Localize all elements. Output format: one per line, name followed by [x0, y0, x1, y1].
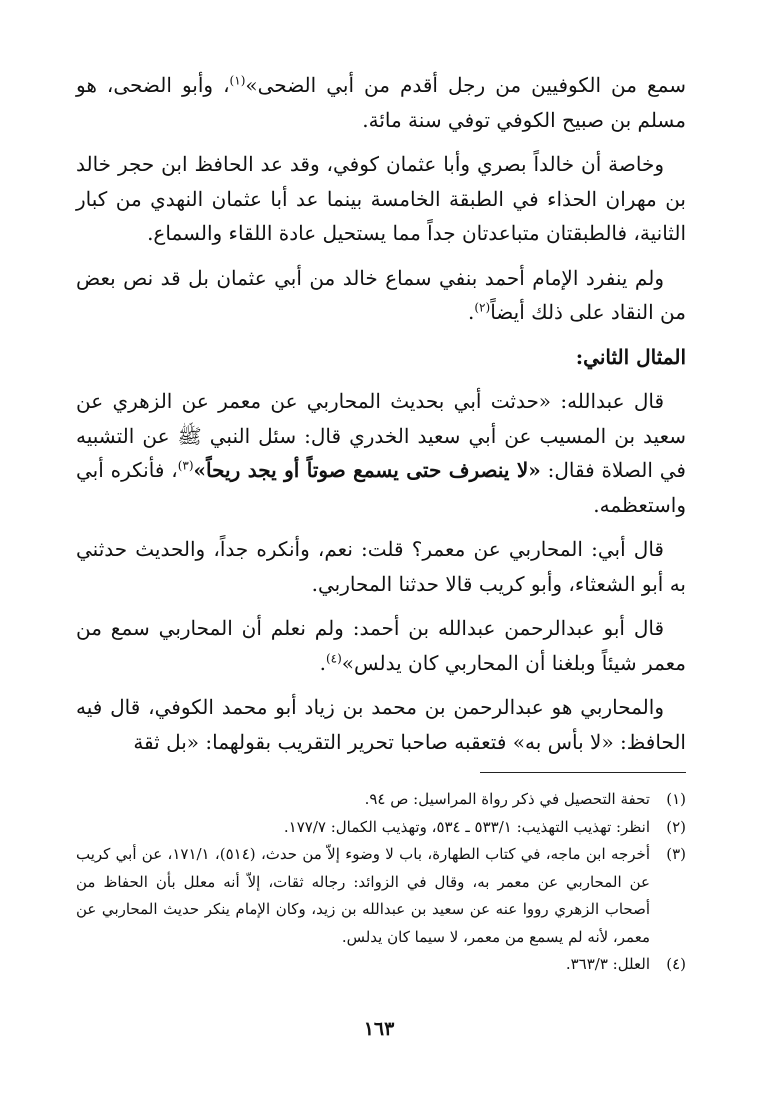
- footnote-3: [76, 841, 686, 951]
- footnote-text: انظر: تهذيب التهذيب: ٥٣٣/١ ـ ٥٣٤، وتهذيب الكمال: ١٧٧/٧.: [283, 817, 650, 836]
- paragraph-1-text-a: سمع من الكوفيين من رجل أقدم من أبي الضحى»: [245, 73, 686, 97]
- paragraph-5: قال أبي: المحاربي عن معمر؟ قلت: نعم، وأنكره جداً، والحديث حدثني به أبو الشعثاء، وأبو كريب قالا حدثنا المحاربي.: [76, 537, 686, 596]
- footnote-number: (٣): [666, 845, 686, 863]
- paragraph-1-text-b: ، وأبو الضحى، هو مسلم بن صبيح الكوفي توفي سنة مائة.: [76, 73, 686, 132]
- paragraph-6: [76, 611, 686, 680]
- page-number: ١٦٣: [363, 1018, 395, 1040]
- paragraph-6-text-b: .: [319, 650, 326, 675]
- paragraph-1: [76, 68, 686, 137]
- paragraph-3-text-a: ولم ينفرد الإمام أحمد بنفي سماع خالد من أبي عثمان بل قد نص بعض من النقاد على ذلك أيضاً: [76, 265, 686, 324]
- footnote-text: تحفة التحصيل في ذكر رواة المراسيل: ص ٩٤.: [364, 790, 650, 808]
- paragraph-3: [76, 261, 686, 330]
- footnote-text: أخرجه ابن ماجه، في كتاب الطهارة، باب لا وضوء إلاّ من حدث، (٥١٤)، ١٧١/١، عن أبي كريب عن المحاربي عن معمر به، وقال في الزوائد: رجاله ثقات، إلاّ أنه معلل بأن الحفاظ من أصحاب الزهري رووا عنه عن سعيد بن عبدالله بن زيد، وكان الإمام ينكر حديث المحاربي عن معمر، لأنه لم يسمع من معمر، لا سيما كان يدلس.: [76, 845, 650, 946]
- footnote-4: [76, 951, 686, 979]
- paragraph-2: وخاصة أن خالداً بصري وأبا عثمان كوفي، وقد عد الحافظ ابن حجر خالد بن مهران الحذاء في الطبقة الخامسة بينما عد أبا عثمان النهدي من كبار الثانية، فالطبقتان متباعدتان جداً مما يستحيل عادة اللقاء والسماع.: [76, 152, 686, 245]
- paragraph-7: والمحاربي هو عبدالرحمن بن محمد بن زياد أبو محمد الكوفي، قال فيه الحافظ: «لا بأس به» فتعقبه صاحبا تحرير التقريب بقولهما: «بل ثقة: [76, 695, 686, 754]
- paragraph-4-text-a: قال عبدالله: «حدثت أبي بحديث المحاربي عن معمر عن الزهري عن سعيد بن المسيب عن أبي سعيد الخدري قال: سئل النبي ﷺ عن التشبيه في الصلاة فقال:: [76, 389, 686, 482]
- footnote-number: (١): [666, 790, 686, 808]
- footnote-ref-3[interactable]: (٣): [177, 458, 194, 473]
- footnote-number: (٢): [666, 817, 686, 836]
- paragraph-6-text-a: قال أبو عبدالرحمن عبدالله بن أحمد: ولم نعلم أن المحاربي سمع من معمر شيئاً وبلغنا أن المحاربي كان يدلس»: [76, 616, 686, 675]
- footnote-ref-1[interactable]: (١): [229, 73, 246, 88]
- footnotes: [76, 786, 686, 979]
- footnote-2: [76, 814, 686, 842]
- hadith-quote: «لا ينصرف حتى يسمع صوتاً أو يجد ريحاً»: [193, 458, 541, 482]
- paragraph-4: [76, 384, 686, 522]
- section-heading: المثال الثاني:: [575, 344, 686, 369]
- paragraph-3-text-b: .: [468, 300, 475, 324]
- footnote-divider: [480, 772, 686, 773]
- footnote-number: (٤): [666, 955, 686, 973]
- paragraph-4-text-b: ، فأنكره أبي واستعظمه.: [76, 458, 686, 517]
- footnote-text: العلل: ٣٦٣/٣.: [565, 955, 650, 973]
- footnote-1: [76, 786, 686, 814]
- footnote-ref-4[interactable]: (٤): [325, 650, 342, 665]
- footnote-ref-2[interactable]: (٢): [474, 300, 491, 315]
